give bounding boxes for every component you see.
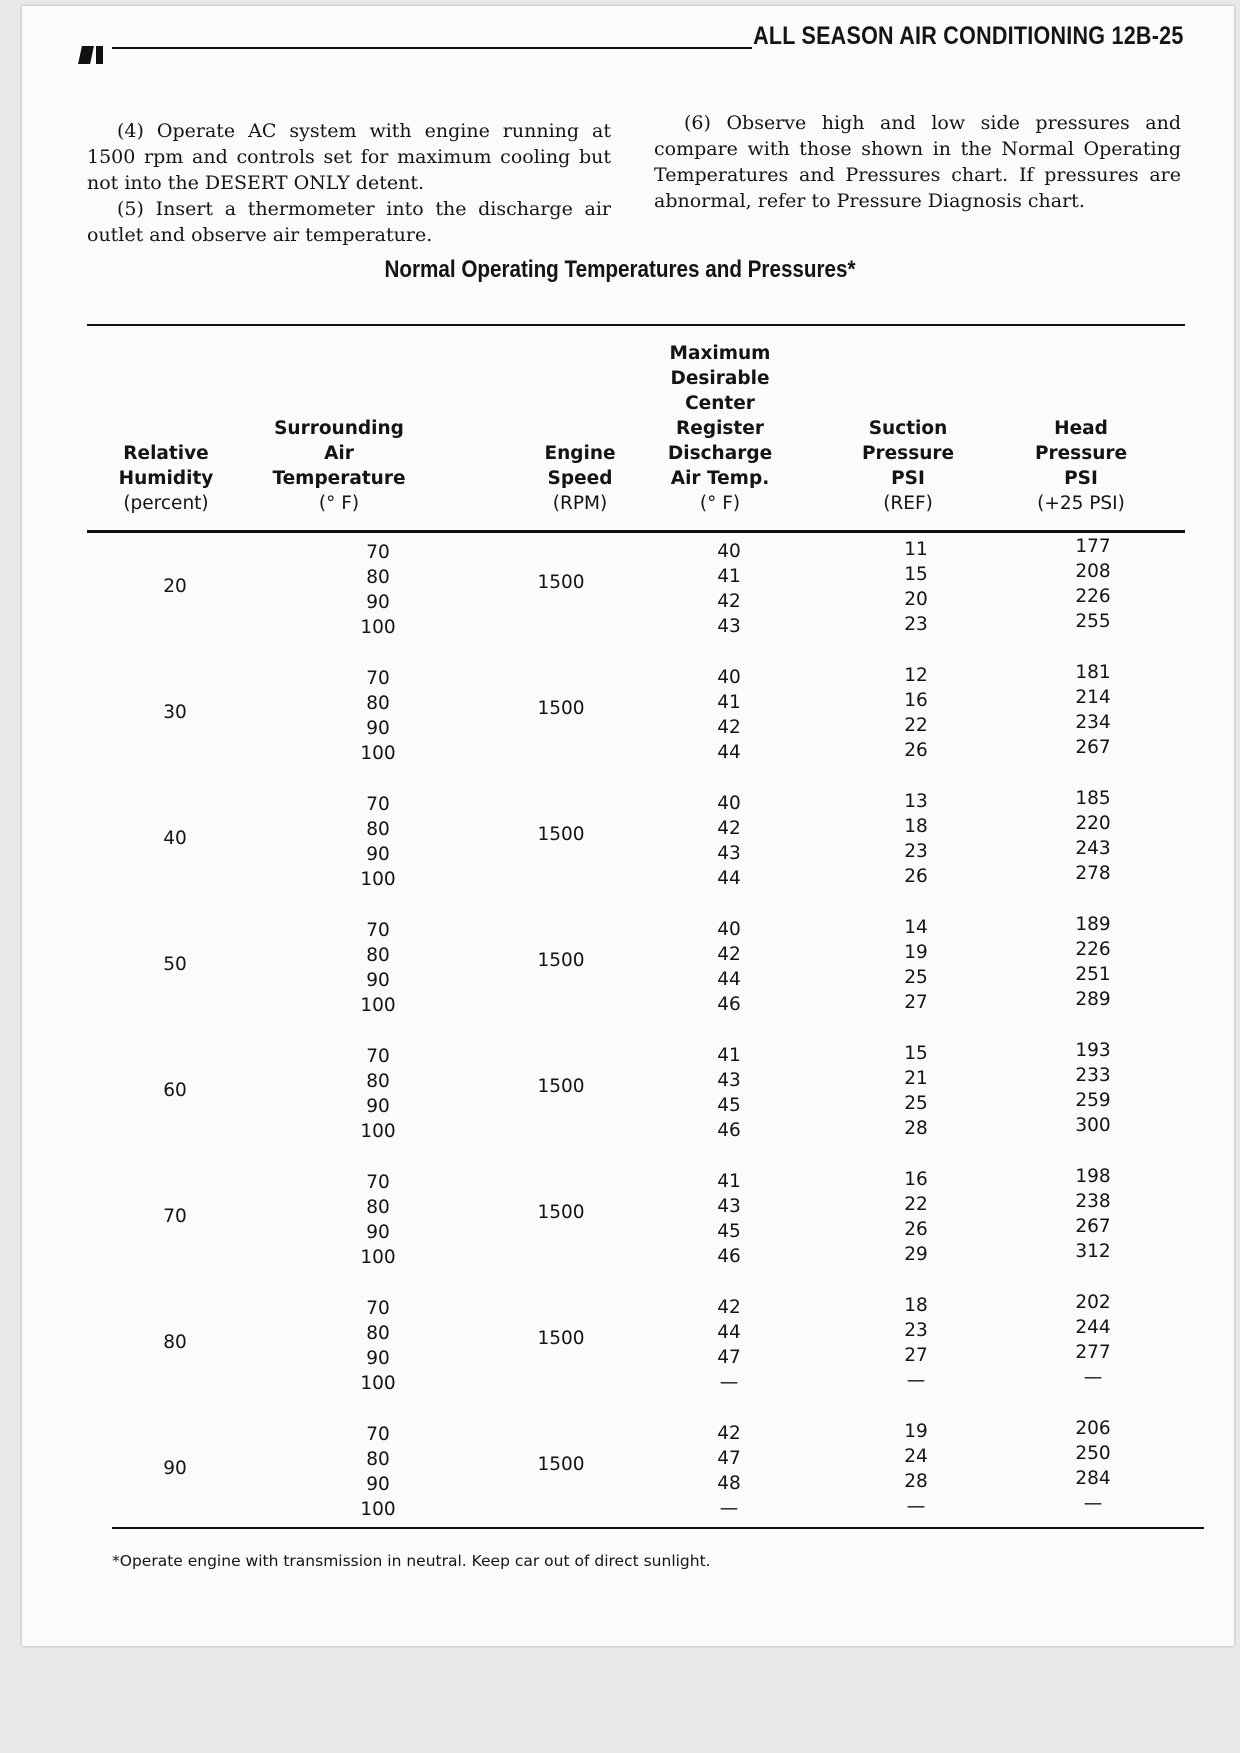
suction-pressure-cell: 29	[904, 1244, 928, 1265]
header-line: Relative	[123, 443, 209, 464]
head-pressure-cell: 238	[1075, 1191, 1111, 1212]
head-pressure-cell: 226	[1075, 939, 1111, 960]
header-line: (° F)	[699, 493, 741, 514]
discharge-temp-cell: 42	[717, 591, 741, 612]
air-temp-cell: 90	[366, 592, 390, 613]
air-temp-cell: 100	[360, 1499, 396, 1520]
header-line: Speed	[547, 468, 613, 489]
discharge-temp-cell: 40	[717, 667, 741, 688]
suction-pressure-cell: 14	[904, 917, 928, 938]
head-pressure-cell: 267	[1075, 1216, 1111, 1237]
suction-pressure-cell: 26	[904, 866, 928, 887]
air-temp-cell: 80	[366, 819, 390, 840]
engine-speed-cell: 1500	[537, 1454, 585, 1475]
head-pressure-cell: 251	[1075, 964, 1111, 985]
air-temp-cell: 80	[366, 1449, 390, 1470]
humidity-header	[66, 441, 266, 516]
suction-pressure-cell: 12	[904, 665, 928, 686]
suction-pressure-cell: 19	[904, 1421, 928, 1442]
head-pressure-cell: 193	[1075, 1040, 1111, 1061]
head-pressure-cell: 312	[1075, 1241, 1111, 1262]
suction-pressure-cell: 26	[904, 740, 928, 761]
page-header-title: ALL SEASON AIR CONDITIONING 12B-25	[753, 22, 1184, 50]
head-pressure-cell: 177	[1075, 536, 1111, 557]
suction-pressure-cell: 21	[904, 1068, 928, 1089]
discharge-temp-cell: 42	[717, 944, 741, 965]
step-4-paragraph: (4) Operate AC system with engine running at 1500 rpm and controls set for maximum cooling but not into the DESERT ONLY detent.	[87, 120, 611, 194]
suction-pressure-cell: 13	[904, 791, 928, 812]
humidity-cell: 20	[163, 576, 187, 597]
header-line: Temperature	[272, 468, 406, 489]
suction-pressure-cell: 16	[904, 1169, 928, 1190]
step-6-paragraph: (6) Observe high and low side pressures and compare with those shown in the Normal Operating Temperatures and Pressures chart. If pressures are abnormal, refer to Pressure Diagnosis chart.	[654, 112, 1181, 212]
suction-pressure-cell: 20	[904, 589, 928, 610]
air-temp-cell: 90	[366, 1348, 390, 1369]
head-pressure-cell: —	[1083, 1367, 1103, 1388]
header-line: Register	[676, 418, 764, 439]
air-temp-cell: 70	[366, 1424, 390, 1445]
engine-speed-cell: 1500	[537, 698, 585, 719]
suction-pressure-cell: 22	[904, 1194, 928, 1215]
humidity-cell: 80	[163, 1332, 187, 1353]
header-line: (percent)	[123, 493, 209, 514]
header-line: Head	[1054, 418, 1108, 439]
head-pressure-cell: 233	[1075, 1065, 1111, 1086]
header-line: Pressure	[861, 443, 955, 464]
head-pressure-cell: 267	[1075, 737, 1111, 758]
header-line: PSI	[1064, 468, 1098, 489]
head-pressure-cell: 250	[1075, 1443, 1111, 1464]
head-pressure-cell: 277	[1075, 1342, 1111, 1363]
head-pressure-cell: 255	[1075, 611, 1111, 632]
discharge-temp-cell: 43	[717, 616, 741, 637]
head-pressure-cell: 244	[1075, 1317, 1111, 1338]
air-temp-cell: 70	[366, 920, 390, 941]
head-pressure-cell: 234	[1075, 712, 1111, 733]
head-pressure-cell: —	[1083, 1493, 1103, 1514]
air-temp-cell: 90	[366, 844, 390, 865]
suction-pressure-cell: 28	[904, 1471, 928, 1492]
discharge-temp-cell: 43	[717, 1070, 741, 1091]
suction-pressure-cell: 26	[904, 1219, 928, 1240]
head-pressure-cell: 206	[1075, 1418, 1111, 1439]
head-pressure-header	[981, 416, 1181, 516]
head-pressure-cell: 198	[1075, 1166, 1111, 1187]
discharge-temp-cell: 43	[717, 843, 741, 864]
header-line: (° F)	[318, 493, 360, 514]
suction-pressure-cell: 18	[904, 1295, 928, 1316]
head-pressure-cell: 284	[1075, 1468, 1111, 1489]
air-temp-cell: 70	[366, 668, 390, 689]
humidity-cell: 60	[163, 1080, 187, 1101]
suction-pressure-cell: 15	[904, 564, 928, 585]
engine-speed-cell: 1500	[537, 572, 585, 593]
air-temp-cell: 80	[366, 1323, 390, 1344]
suction-pressure-cell: 23	[904, 1320, 928, 1341]
air-temp-cell: 80	[366, 1071, 390, 1092]
header-line: Center	[685, 393, 755, 414]
air-temp-cell: 90	[366, 1096, 390, 1117]
suction-pressure-cell: 15	[904, 1043, 928, 1064]
head-pressure-cell: 278	[1075, 863, 1111, 884]
header-line: Humidity	[118, 468, 214, 489]
engine-speed-cell: 1500	[537, 1328, 585, 1349]
suction-pressure-cell: 25	[904, 1093, 928, 1114]
humidity-cell: 90	[163, 1458, 187, 1479]
step-5-paragraph: (5) Insert a thermometer into the discharge air outlet and observe air temperature.	[87, 198, 611, 246]
air-temp-cell: 70	[366, 1172, 390, 1193]
engine-speed-cell: 1500	[537, 950, 585, 971]
suction-pressure-cell: 27	[904, 992, 928, 1013]
header-line: (+25 PSI)	[1037, 493, 1125, 514]
discharge-temp-cell: 42	[717, 717, 741, 738]
suction-pressure-header	[808, 416, 1008, 516]
discharge-temp-cell: 42	[717, 1423, 741, 1444]
header-line: Suction	[868, 418, 948, 439]
air-temp-cell: 70	[366, 1046, 390, 1067]
air-temp-cell: 100	[360, 1121, 396, 1142]
head-pressure-cell: 259	[1075, 1090, 1111, 1111]
header-line: PSI	[891, 468, 925, 489]
air-temp-cell: 100	[360, 743, 396, 764]
header-line: Engine	[544, 443, 616, 464]
suction-pressure-cell: 19	[904, 942, 928, 963]
discharge-temp-cell: 48	[717, 1473, 741, 1494]
suction-pressure-cell: 22	[904, 715, 928, 736]
head-pressure-cell: 185	[1075, 788, 1111, 809]
header-line: (RPM)	[552, 493, 608, 514]
engine-speed-cell: 1500	[537, 1202, 585, 1223]
air-temp-cell: 90	[366, 970, 390, 991]
discharge-temp-cell: 41	[717, 566, 741, 587]
head-pressure-cell: 202	[1075, 1292, 1111, 1313]
head-pressure-cell: 189	[1075, 914, 1111, 935]
discharge-temp-cell: 41	[717, 692, 741, 713]
discharge-temp-cell: 41	[717, 1045, 741, 1066]
header-line: (REF)	[883, 493, 933, 514]
discharge-temp-cell: 41	[717, 1171, 741, 1192]
header-line: Surrounding	[274, 418, 404, 439]
suction-pressure-cell: —	[906, 1496, 926, 1517]
header-line: Air Temp.	[670, 468, 770, 489]
humidity-cell: 30	[163, 702, 187, 723]
discharge-temp-cell: 44	[717, 969, 741, 990]
head-pressure-cell: 208	[1075, 561, 1111, 582]
discharge-temp-cell: 44	[717, 742, 741, 763]
suction-pressure-cell: 23	[904, 841, 928, 862]
air-temp-cell: 80	[366, 1197, 390, 1218]
humidity-cell: 50	[163, 954, 187, 975]
air-temp-cell: 100	[360, 1247, 396, 1268]
suction-pressure-cell: 16	[904, 690, 928, 711]
air-temp-cell: 90	[366, 718, 390, 739]
air-temp-cell: 90	[366, 1222, 390, 1243]
header-line: Pressure	[1034, 443, 1128, 464]
discharge-temp-cell: 45	[717, 1221, 741, 1242]
discharge-temp-cell: 46	[717, 994, 741, 1015]
header-line: Air	[324, 443, 354, 464]
head-pressure-cell: 220	[1075, 813, 1111, 834]
suction-pressure-cell: 24	[904, 1446, 928, 1467]
header-line: Maximum	[669, 343, 771, 364]
suction-pressure-cell: 27	[904, 1345, 928, 1366]
engine-speed-cell: 1500	[537, 824, 585, 845]
discharge-temp-cell: 47	[717, 1448, 741, 1469]
air-temp-cell: 100	[360, 617, 396, 638]
discharge-temp-cell: 46	[717, 1246, 741, 1267]
discharge-temp-cell: 40	[717, 919, 741, 940]
suction-pressure-cell: 25	[904, 967, 928, 988]
right-column-text	[654, 110, 1181, 214]
discharge-temp-cell: 46	[717, 1120, 741, 1141]
air-temp-header	[239, 416, 439, 516]
engine-speed-cell: 1500	[537, 1076, 585, 1097]
header-line: Discharge	[667, 443, 773, 464]
discharge-temp-cell: —	[719, 1372, 739, 1393]
table-footnote: *Operate engine with transmission in neutral. Keep car out of direct sunlight.	[112, 1552, 711, 1570]
head-pressure-cell: 243	[1075, 838, 1111, 859]
air-temp-cell: 100	[360, 995, 396, 1016]
suction-pressure-cell: —	[906, 1370, 926, 1391]
discharge-temp-cell: 40	[717, 793, 741, 814]
air-temp-cell: 70	[366, 1298, 390, 1319]
air-temp-cell: 100	[360, 869, 396, 890]
humidity-cell: 70	[163, 1206, 187, 1227]
head-pressure-cell: 214	[1075, 687, 1111, 708]
head-pressure-cell: 181	[1075, 662, 1111, 683]
head-pressure-cell: 226	[1075, 586, 1111, 607]
table-top-rule	[87, 324, 1185, 326]
air-temp-cell: 70	[366, 542, 390, 563]
table-title: Normal Operating Temperatures and Pressures*	[384, 256, 856, 283]
left-column-text	[87, 118, 611, 248]
discharge-temp-cell: 42	[717, 1297, 741, 1318]
header-line: Desirable	[670, 368, 770, 389]
discharge-temp-cell: 42	[717, 818, 741, 839]
air-temp-cell: 80	[366, 945, 390, 966]
air-temp-cell: 80	[366, 693, 390, 714]
air-temp-cell: 80	[366, 567, 390, 588]
header-bottom-rule	[87, 530, 1185, 533]
discharge-temp-cell: 43	[717, 1196, 741, 1217]
suction-pressure-cell: 23	[904, 614, 928, 635]
humidity-cell: 40	[163, 828, 187, 849]
suction-pressure-cell: 18	[904, 816, 928, 837]
air-temp-cell: 90	[366, 1474, 390, 1495]
table-bottom-rule	[112, 1527, 1204, 1529]
suction-pressure-cell: 28	[904, 1118, 928, 1139]
discharge-temp-cell: 40	[717, 541, 741, 562]
section-mark-icon	[80, 46, 110, 64]
header-rule	[112, 47, 752, 49]
head-pressure-cell: 289	[1075, 989, 1111, 1010]
discharge-temp-cell: 47	[717, 1347, 741, 1368]
discharge-temp-header	[620, 341, 820, 516]
discharge-temp-cell: —	[719, 1498, 739, 1519]
discharge-temp-cell: 45	[717, 1095, 741, 1116]
discharge-temp-cell: 44	[717, 868, 741, 889]
head-pressure-cell: 300	[1075, 1115, 1111, 1136]
air-temp-cell: 100	[360, 1373, 396, 1394]
suction-pressure-cell: 11	[904, 539, 928, 560]
discharge-temp-cell: 44	[717, 1322, 741, 1343]
air-temp-cell: 70	[366, 794, 390, 815]
